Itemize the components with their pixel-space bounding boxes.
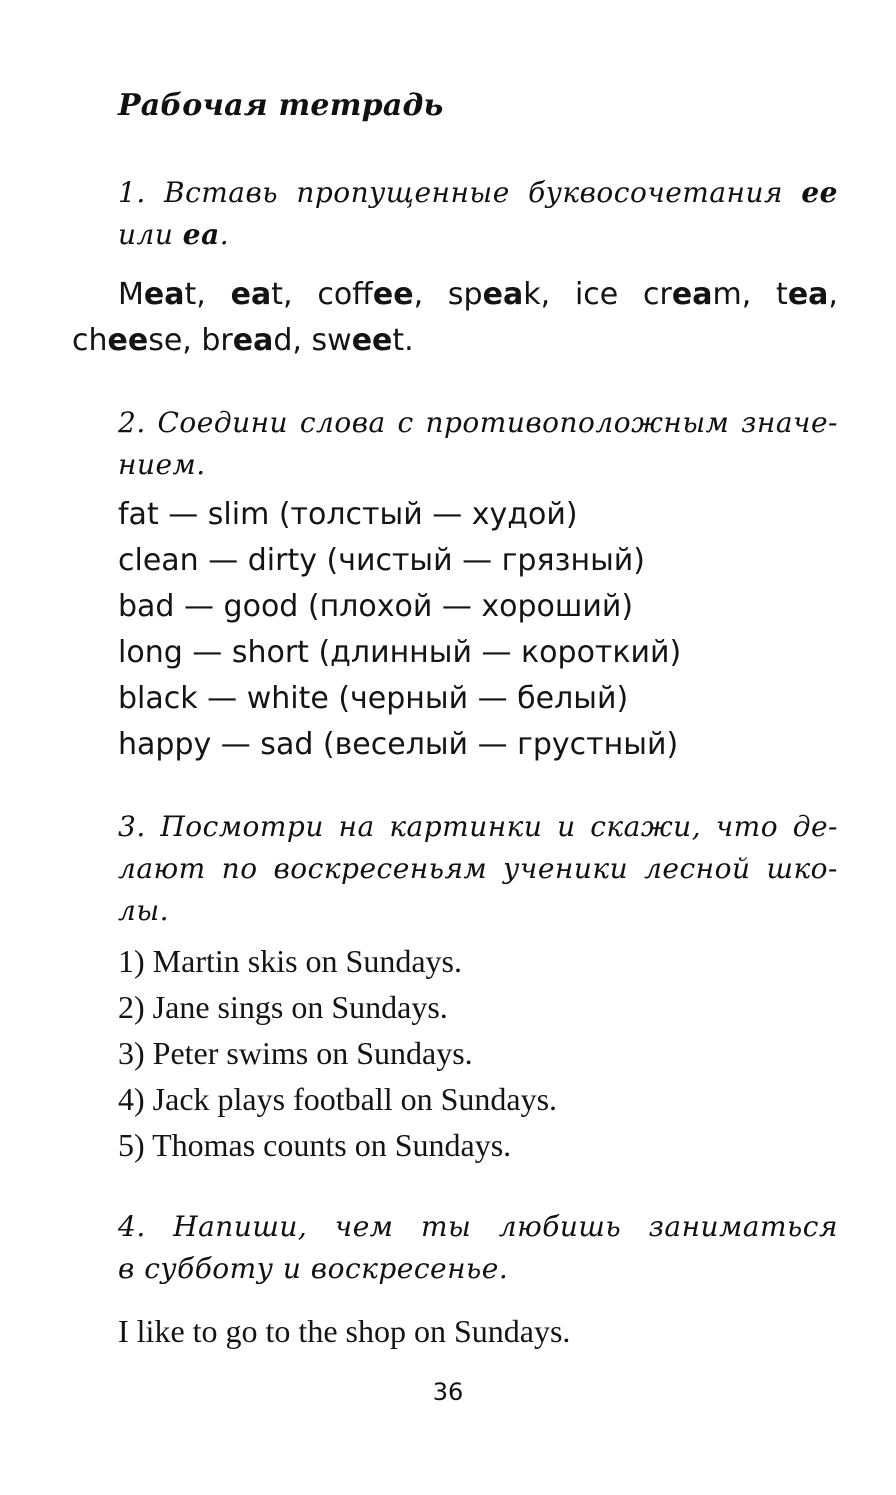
list-item: happy — sad (веселый — грустный) <box>118 727 679 762</box>
task-1-answer-line-1 <box>72 272 838 318</box>
list-item: fat — slim (толстый — худой) <box>118 497 578 532</box>
task-1-word <box>317 277 423 312</box>
task-2-line-1: 2. Соедини слова с противоположным значе- <box>118 406 838 439</box>
task-3-line-2: лают по воскресеньям ученики лесной шко- <box>118 852 838 885</box>
task-1-line-1: 1. Вставь пропущенные буквосочетания ee <box>118 176 838 209</box>
list-item: 3) Peter swims on Sundays. <box>118 1035 473 1071</box>
task-1-word <box>201 323 302 358</box>
task-1-word-post: k, <box>523 277 551 312</box>
task-1-word-letters: ee <box>107 323 149 358</box>
task-1-word-pre: M <box>118 277 144 312</box>
task-4-line-1: 4. Напиши, чем ты любишь заниматься <box>118 1210 838 1243</box>
task-1-word-pre: t <box>776 277 788 312</box>
task-1-answer-line-2 <box>72 318 838 364</box>
list-item: 2) Jane sings on Sundays. <box>118 989 448 1025</box>
task-1-word-post: , <box>413 277 424 312</box>
task-4-instruction <box>118 1206 838 1290</box>
task-1-word-post: t. <box>392 323 414 358</box>
task-4-answer: I like to go to the shop on Sundays. <box>118 1313 571 1349</box>
task-1-word <box>312 323 414 358</box>
task-1-word <box>72 323 192 358</box>
task-2-instruction <box>118 402 838 486</box>
list-item: black — white (черный — белый) <box>118 681 629 716</box>
page-number: 36 <box>432 1378 464 1406</box>
task-1-word <box>575 277 751 312</box>
task-1-word-letters: ea <box>482 277 524 312</box>
list-item: long — short (длинный — короткий) <box>118 635 682 670</box>
task-3-line-3: лы. <box>118 894 170 927</box>
task-3-answers <box>118 938 557 1168</box>
task-1-word-post: t, <box>184 277 206 312</box>
task-1-word-letters: ea <box>671 277 713 312</box>
list-item: 1) Martin skis on Sundays. <box>118 943 462 979</box>
task-1-word-letters: ee <box>372 277 414 312</box>
task-1-instruction <box>118 172 838 256</box>
task-1-word-pre: ice cr <box>574 277 672 312</box>
task-1-word <box>231 277 293 312</box>
task-1-word-letters: ee <box>351 323 393 358</box>
task-1-word-post: se, <box>148 323 192 358</box>
task-1-line-2: или ea. <box>118 218 230 251</box>
list-item: bad — good (плохой — хороший) <box>118 589 634 624</box>
task-1-word-pre: coff <box>317 277 373 312</box>
task-2-word-pairs <box>118 492 681 768</box>
task-1-word-letters: ea <box>232 323 274 358</box>
task-1-word <box>448 277 550 312</box>
task-3-instruction <box>118 806 838 932</box>
task-1-word <box>118 277 206 312</box>
task-1-word-post: t, <box>271 277 293 312</box>
task-3-line-1: 3. Посмотри на картинки и скажи, что де- <box>118 810 838 843</box>
task-1-word-pre: sw <box>311 323 352 358</box>
task-1-word-post: , <box>828 277 838 312</box>
task-1-word-pre: br <box>201 323 233 358</box>
list-item: clean — dirty (чистый — грязный) <box>118 543 645 578</box>
task-1-word-pre: sp <box>447 277 483 312</box>
task-1-word-letters: ea <box>143 277 185 312</box>
task-1-word-pre: ch <box>72 323 108 358</box>
task-1-word-letters: ea <box>787 277 829 312</box>
list-item: 4) Jack plays football on Sundays. <box>118 1081 558 1117</box>
task-4-line-2: в субботу и воскресенье. <box>118 1252 509 1285</box>
task-1-word-post: d, <box>273 323 302 358</box>
task-2-line-2: нием. <box>118 448 206 481</box>
page-title: Рабочая тетрадь <box>118 88 444 123</box>
list-item: 5) Thomas counts on Sundays. <box>118 1127 512 1163</box>
task-1-word-post: m, <box>712 277 752 312</box>
task-1-word-letters: ea <box>230 277 272 312</box>
task-1-answer <box>72 272 838 364</box>
task-1-word <box>776 277 838 312</box>
